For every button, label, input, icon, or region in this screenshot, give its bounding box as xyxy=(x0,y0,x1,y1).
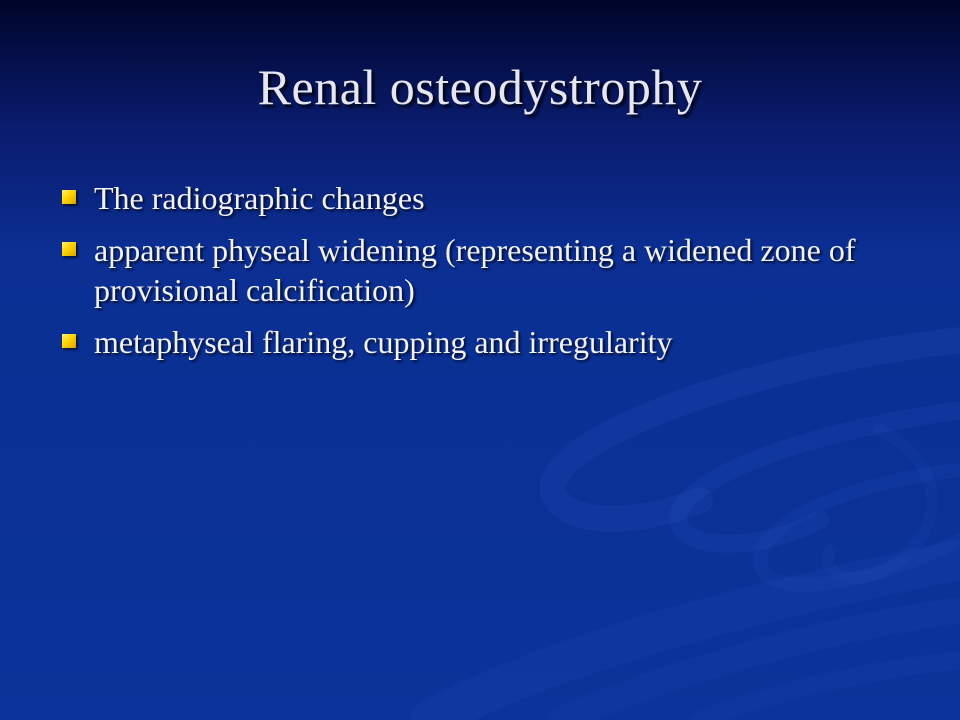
bullet-item xyxy=(60,230,930,310)
bullet-text: apparent physeal widening (representing a widened zone of provisional calcification) xyxy=(94,232,856,308)
bullet-item xyxy=(60,322,930,362)
square-bullet-icon xyxy=(62,242,76,256)
bullet-item xyxy=(60,178,930,218)
bullet-text: The radiographic changes xyxy=(94,180,425,216)
bullet-list xyxy=(60,178,930,374)
slide-title: Renal osteodystrophy xyxy=(257,59,703,115)
bullet-text: metaphyseal flaring, cupping and irregularity xyxy=(94,324,673,360)
square-bullet-icon xyxy=(62,190,76,204)
square-bullet-icon xyxy=(62,334,76,348)
